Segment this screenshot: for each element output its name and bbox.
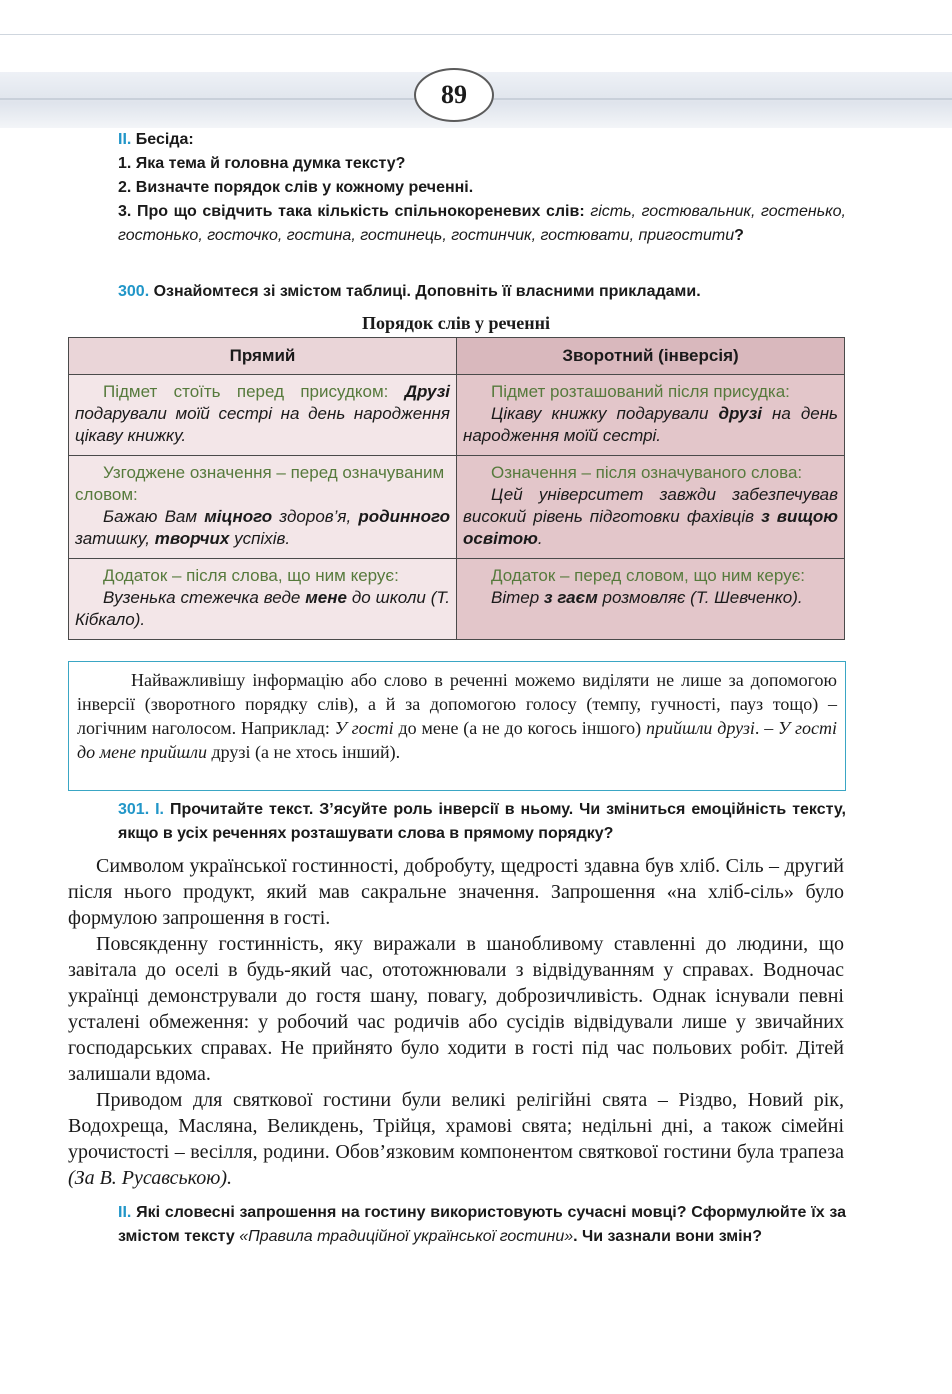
exercise-301-ii-end: . Чи зазнали вони змін?	[573, 1228, 762, 1245]
table-header-row	[69, 338, 845, 375]
note-example: У гості до мене прийшли	[77, 718, 837, 762]
bold-word: з вищою освітою	[463, 507, 839, 548]
section-ii-label: II.	[118, 131, 132, 148]
reading-source: (За В. Русавською).	[68, 1167, 232, 1189]
exercise-300-number: 300.	[118, 283, 150, 300]
cell-text	[75, 587, 450, 631]
exercise-301-instruction: Прочитайте текст. З’ясуйте роль інверсії в ньому. Чи зміниться емоційність тексту, якщо в усіх реченнях розташувати слова в прямому порядку?	[118, 801, 846, 842]
example-text: здоров’я,	[272, 507, 359, 526]
example-text: .	[537, 529, 543, 548]
table-row	[69, 375, 845, 456]
exercise-300	[118, 280, 846, 304]
bold-word: міцного	[204, 507, 273, 526]
cell-inverse-subject	[457, 375, 845, 456]
note-example: прийшли друзі	[646, 718, 755, 738]
example-text: Вузенька стежечка веде	[103, 588, 306, 607]
cell-text	[463, 587, 838, 609]
page-number: 89	[414, 68, 494, 122]
rule-text: Додаток – перед словом, що ним керує:	[491, 566, 806, 585]
reading-paragraph-3	[68, 1087, 844, 1191]
cell-text	[463, 403, 838, 447]
example-text: подарували моїй сестрі на день народження цікаву книжку.	[75, 404, 450, 445]
cell-text	[463, 484, 838, 550]
bold-word: друзі	[718, 404, 762, 423]
table-row	[69, 559, 845, 640]
reading-paragraph-2: Повсякденну гостинність, яку виражали в шанобливому ставленні до людини, що завітала до оселі в будь-який час, ототожнювали з відвідуванням у справах. Водночас українці демонстрували до гостя шану, повагу, доброзичливість. Однак існували певні усталені обмеження: у робочий час родичів або сусідів відвідували лише у звичайних господарських справах. Не прийнято було ходити в гості під час польових робіт. Дітей залишали вдома.	[68, 933, 844, 1085]
note-text	[77, 668, 837, 764]
exercise-301-ii-text: Які словесні запрошення на гостину використовують сучасні мовці? Сформулюйте їх за змістом тексту	[118, 1204, 846, 1245]
rule-text: Означення – після означуваного слова:	[491, 463, 803, 482]
reading-paragraph-1: Символом української гостинності, добробуту, щедрості здавна був хліб. Сіль – другий після нього продукт, який мав сакральне значення. Запрошення «на хліб-сіль» було формулою запрошення в гості.	[68, 855, 844, 929]
example-text: на день народження моїй сестрі.	[463, 404, 838, 445]
exercise-301-number: 301.	[118, 801, 150, 818]
bold-word: творчих	[154, 529, 230, 548]
bold-word: мене	[305, 588, 347, 607]
cell-direct-object	[69, 559, 457, 640]
cell-text	[75, 506, 450, 550]
top-rule	[0, 34, 952, 35]
question-3-end: ?	[734, 227, 744, 244]
note-part: друзі (а не хтось інший).	[206, 742, 401, 762]
cell-text	[75, 381, 450, 447]
example-text: до школи (Т. Кібкало).	[75, 588, 450, 629]
header-direct: Прямий	[69, 338, 457, 375]
note-example: У гості	[334, 718, 394, 738]
note-part: . –	[754, 718, 779, 738]
rule-text: Підмет стоїть перед присудком:	[103, 382, 389, 401]
example-text: затишку,	[75, 529, 155, 548]
question-3	[118, 200, 846, 248]
rule-text: Узгоджене означення – перед означуваним словом:	[75, 463, 445, 504]
section-ii-title	[118, 128, 846, 152]
exercise-301	[118, 798, 846, 846]
example-text: Цей університет завжди забезпечував високий рівень підготовки фахівців	[463, 485, 838, 526]
reading-paragraph-3-text: Приводом для святкової гостини були великі релігійні свята – Різдво, Новий рік, Водохреща, Масляна, Великдень, Трійця, храмові свята; недільні дні, а також сімейні урочистості – весілля, родини. Обов’язковим компонентом святкової гостини була трапеза	[68, 1089, 844, 1163]
cell-direct-attribute	[69, 456, 457, 559]
question-1: 1. Яка тема й головна думка тексту?	[118, 155, 406, 172]
exercise-301-part: I.	[155, 801, 164, 818]
question-3-prefix: 3. Про що свідчить така кількість спільнокореневих слів:	[118, 203, 585, 220]
note-part: до мене (а не до когось іншого)	[393, 718, 646, 738]
example-text: розмовляє (Т. Шевченко).	[597, 588, 803, 607]
exercise-300-instruction: Ознайомтеся зі змістом таблиці. Доповніть її власними прикладами.	[153, 283, 701, 300]
word-order-table	[68, 337, 845, 640]
bold-word: Друзі	[404, 382, 450, 401]
exercise-301-ii-label: II.	[118, 1204, 132, 1221]
example-text: Вітер	[491, 588, 544, 607]
table-title: Порядок слів у реченні	[362, 313, 550, 333]
cell-direct-subject	[69, 375, 457, 456]
question-2: 2. Визначте порядок слів у кожному реченні.	[118, 179, 474, 196]
question-3-words: гість, гостювальник, гостенько, гостонько, госточко, гостина, гостинець, гостинчик, гостювати, пригостити	[118, 203, 847, 244]
rule-text: Додаток – після слова, що ним керує:	[103, 566, 399, 585]
example-text: Бажаю Вам	[103, 507, 205, 526]
bold-word: з гаєм	[543, 588, 598, 607]
exercise-301-ii	[118, 1201, 846, 1249]
example-text: Цікаву книжку подарували	[491, 404, 719, 423]
section-ii-heading: Бесіда:	[135, 131, 194, 148]
cell-inverse-attribute	[457, 456, 845, 559]
header-inversion: Зворотний (інверсія)	[457, 338, 845, 375]
example-text: успіхів.	[229, 529, 291, 548]
note-part: Найважливішу інформацію або слово в реченні можемо виділяти не лише за допомогою інверсії (зворотного порядку слів), а й за допомогою голосу (темпу, гучності, пауз тощо) – логічним наголосом. Наприклад:	[77, 670, 837, 738]
bold-word: родинного	[358, 507, 450, 526]
info-note	[68, 661, 846, 791]
cell-inverse-object	[457, 559, 845, 640]
exercise-301-ii-title: «Правила традиційної української гостини»	[239, 1228, 574, 1245]
rule-text: Підмет розташований після присудка:	[491, 382, 790, 401]
table-row	[69, 456, 845, 559]
reading-text	[68, 853, 844, 1191]
